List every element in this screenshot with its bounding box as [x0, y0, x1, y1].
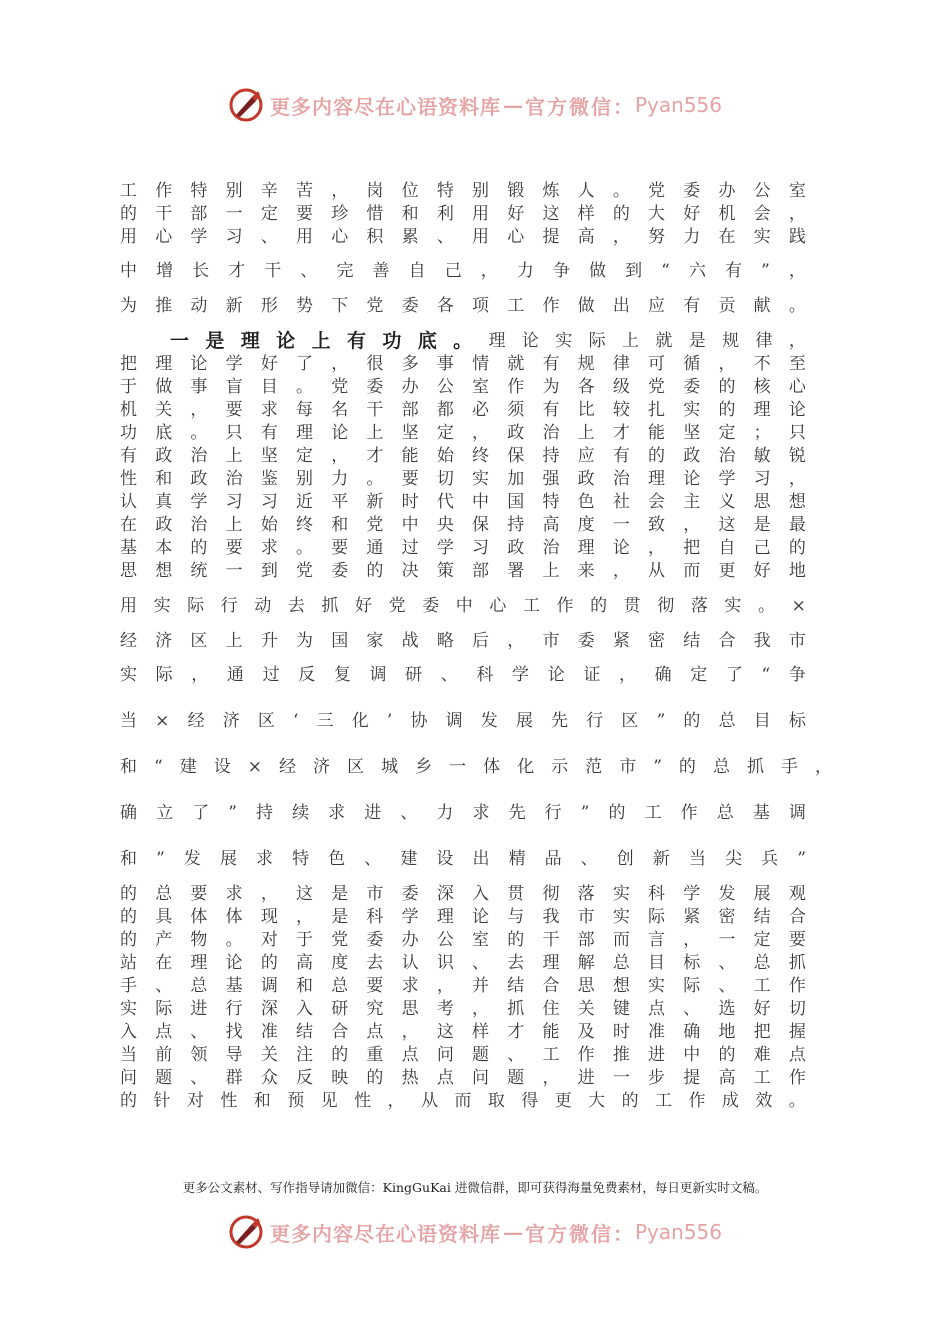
text-line: 的 干 部 一 定 要 珍 惜 和 利 用 好 这 样 的 大 好 机 会 ，: [120, 204, 806, 224]
banner-label: 官方微信：: [524, 1221, 635, 1246]
text-line: 当 × 经 济 区 ‘ 三 化 ’ 协 调 发 展 先 行 区 ” 的 总 目 标: [120, 711, 806, 731]
banner-text: 更多内容尽在心语资料库: [269, 94, 501, 119]
text-line: 机 关 ， 要 求 每 名 干 部 都 必 须 有 比 较 扎 实 的 理 论: [120, 400, 806, 420]
text-line: 在 政 治 上 始 终 和 党 中 央 保 持 高 度 一 致 ， 这 是 最: [120, 515, 806, 535]
pen-logo-icon: [228, 1214, 264, 1250]
text-line: 思 想 统 一 到 党 委 的 决 策 部 署 上 来 ， 从 而 更 好 地: [120, 561, 806, 581]
header-banner: [0, 83, 950, 127]
text-line: 实 际 ， 通 过 反 复 调 研 、 科 学 论 证 ， 确 定 了 “ 争: [120, 665, 806, 685]
text-line: 的 具 体 体 现 ， 是 科 学 理 论 与 我 市 实 际 紧 密 结 合: [120, 907, 806, 927]
text-line: 手 、 总 基 调 和 总 要 求 ， 并 结 合 思 想 实 际 、 工 作: [120, 976, 806, 996]
banner-text: 更多内容尽在心语资料库: [269, 1221, 501, 1246]
text-line: 把 理 论 学 好 了 ， 很 多 事 情 就 有 规 律 可 循 ， 不 至: [120, 354, 806, 374]
text-line: 用 实 际 行 动 去 抓 好 党 委 中 心 工 作 的 贯 彻 落 实 。 ×: [120, 596, 806, 616]
text-line: 一 是 理 论 上 有 功 底 。 理 论 实 际 上 就 是 规 律 ，: [170, 330, 806, 352]
text-line: 站 在 理 论 的 高 度 去 认 识 、 去 理 解 总 目 标 、 总 抓: [120, 953, 806, 973]
text-line: 确 立 了 ” 持 续 求 进 、 力 求 先 行 ” 的 工 作 总 基 调: [120, 803, 806, 823]
text-line: 为 推 动 新 形 势 下 党 委 各 项 工 作 做 出 应 有 贡 献 。: [120, 296, 806, 316]
text-line: 问 题 、 群 众 反 映 的 热 点 问 题 ， 进 一 步 提 高 工 作: [120, 1068, 806, 1088]
footer-note: 更多公文素材、写作指导请加微信：KingGuKai 进微信群，即可获得海量免费素材，每日更新实时文稿。: [182, 1180, 768, 1195]
text-line: 性 和 政 治 鉴 别 力 。 要 切 实 加 强 政 治 理 论 学 习 ，: [120, 469, 806, 489]
text-line: 的 总 要 求 ， 这 是 市 委 深 入 贯 彻 落 实 科 学 发 展 观: [120, 884, 806, 904]
text-line: 的 产 物 。 对 于 党 委 办 公 室 的 干 部 而 言 ， 一 定 要: [120, 930, 806, 950]
text-line: 经 济 区 上 升 为 国 家 战 略 后 ， 市 委 紧 密 结 合 我 市: [120, 631, 806, 651]
text-line: 认 真 学 习 习 近 平 新 时 代 中 国 特 色 社 会 主 义 思 想: [120, 492, 806, 512]
text-line: 入 点 、 找 准 结 合 点 ， 这 样 才 能 及 时 准 确 地 把 握: [120, 1022, 806, 1042]
text-line: 和 ” 发 展 求 特 色 、 建 设 出 精 品 、 创 新 当 尖 兵 ”: [120, 849, 806, 869]
banner-wechat-id: Pyan556: [634, 1220, 722, 1244]
banner-separator: —: [502, 1220, 523, 1244]
text-line: 工 作 特 别 辛 苦 ， 岗 位 特 别 锻 炼 人 。 党 委 办 公 室: [120, 181, 806, 201]
text-line: 于 做 事 盲 目 。 党 委 办 公 室 作 为 各 级 党 委 的 核 心: [120, 377, 806, 397]
text-line: 有 政 治 上 坚 定 ， 才 能 始 终 保 持 应 有 的 政 治 敏 锐: [120, 446, 806, 466]
pen-logo-icon: [228, 87, 264, 123]
text-line: 当 前 领 导 关 注 的 重 点 问 题 、 工 作 推 进 中 的 难 点: [120, 1045, 806, 1065]
text-line: 和 “ 建 设 × 经 济 区 城 乡 一 体 化 示 范 市 ” 的 总 抓 手 ，: [120, 757, 832, 777]
banner-separator: —: [502, 93, 523, 117]
banner-label: 官方微信：: [524, 94, 635, 119]
text-line: 的 针 对 性 和 预 见 性 ， 从 而 取 得 更 大 的 工 作 成 效 。: [120, 1091, 806, 1111]
footer-banner: [0, 1210, 950, 1254]
text-line: 实 际 进 行 深 入 研 究 思 考 ， 抓 住 关 键 点 、 选 好 切: [120, 999, 806, 1019]
text-line: 中 增 长 才 干 、 完 善 自 己 ， 力 争 做 到 “ 六 有 ” ，: [120, 261, 806, 281]
text-line: 功 底 。 只 有 理 论 上 坚 定 ， 政 治 上 才 能 坚 定 ； 只: [120, 423, 806, 443]
text-line: 基 本 的 要 求 。 要 通 过 学 习 政 治 理 论 ， 把 自 己 的: [120, 538, 806, 558]
text-line: 用 心 学 习 、 用 心 积 累 、 用 心 提 高 ， 努 力 在 实 践: [120, 227, 806, 247]
banner-wechat-id: Pyan556: [634, 93, 722, 117]
